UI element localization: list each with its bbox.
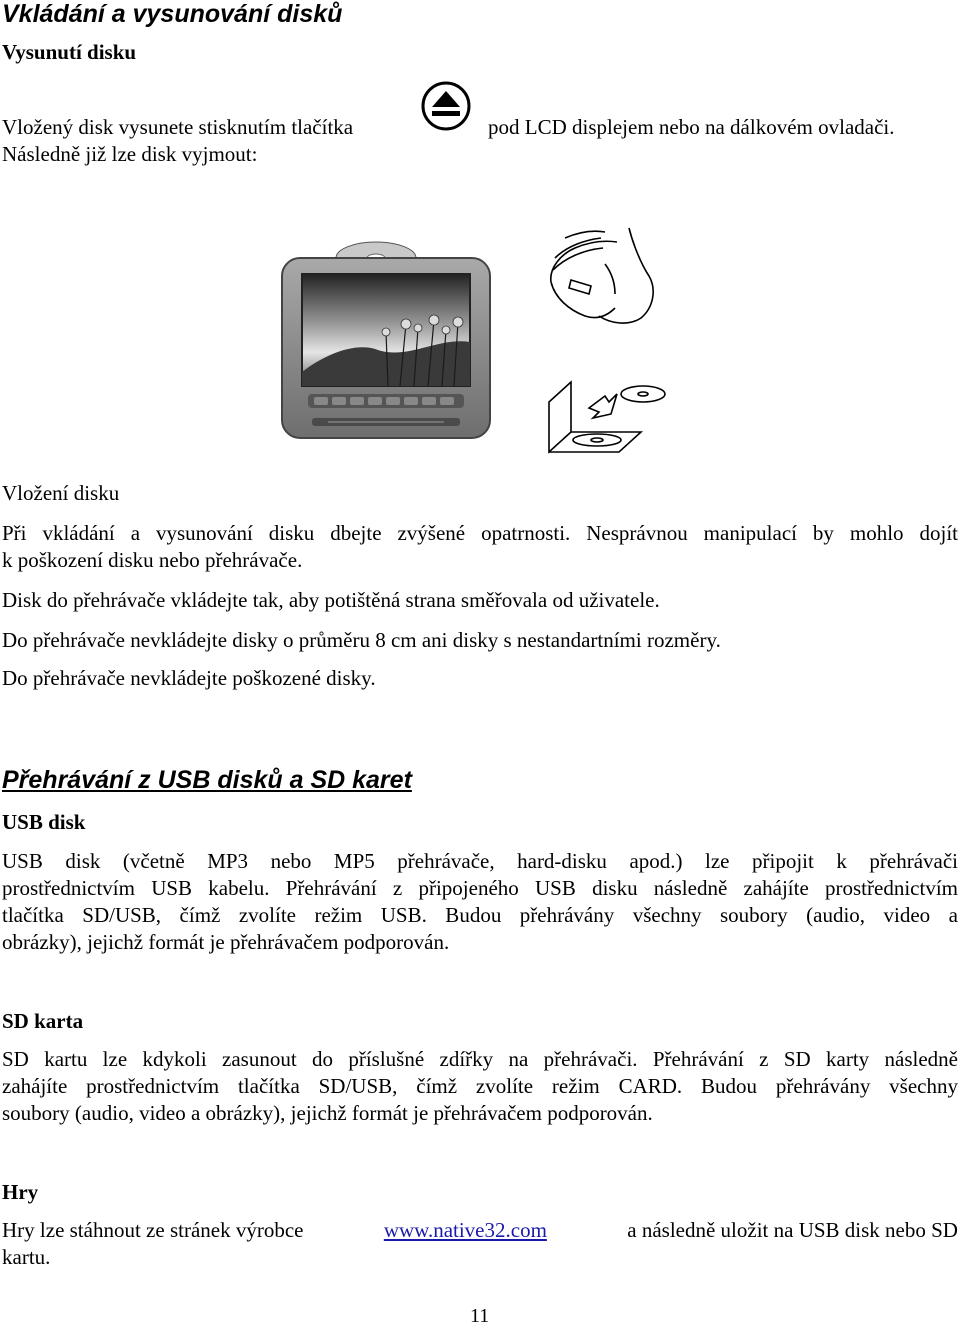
page-number: 11 bbox=[470, 1305, 490, 1327]
eject-text-part1: Vložený disk vysunete stisknutím tlačítka bbox=[2, 115, 354, 139]
heading-eject: Vysunutí disku bbox=[2, 40, 137, 64]
manufacturer-link[interactable]: www.native32.com bbox=[383, 1218, 547, 1242]
eject-icon bbox=[418, 80, 474, 132]
usb-line2: prostřednictvím USB kabelu. Přehrávání z připojeného USB disku následně zahájíte prostřednictvím bbox=[2, 876, 958, 900]
section-title-disks: Vkládání a vysunování disků bbox=[2, 0, 343, 28]
games-text-before: Hry lze stáhnout ze stránek výrobce bbox=[2, 1218, 304, 1242]
heading-games: Hry bbox=[2, 1180, 39, 1204]
heading-insert: Vložení disku bbox=[2, 481, 120, 505]
insert-p2: Disk do přehrávače vkládejte tak, aby potištěná strana směřovala od uživatele. bbox=[2, 588, 660, 612]
games-line2: kartu. bbox=[2, 1245, 51, 1269]
insert-p3: Do přehrávače nevkládejte disky o průměru 8 cm ani disky s nestandartními rozměry. bbox=[2, 628, 721, 652]
heading-usb: USB disk bbox=[2, 810, 86, 834]
sd-line3: soubory (audio, video a obrázky), jejichž formát je přehrávačem podporován. bbox=[2, 1101, 653, 1125]
usb-line1: USB disk (včetně MP3 nebo MP5 přehrávače, hard-disku apod.) lze připojit k přehrávači bbox=[2, 849, 958, 873]
eject-text-part2: pod LCD displejem nebo na dálkovém ovladači. bbox=[488, 115, 895, 139]
disc-insert-illustration bbox=[545, 378, 667, 460]
section-title-usb-sd: Přehrávání z USB disků a SD karet bbox=[2, 766, 412, 794]
insert-p1-line2: k poškození disku nebo přehrávače. bbox=[2, 548, 303, 572]
usb-line3: tlačítka SD/USB, čímž zvolíte režim USB. Budou přehrávány všechny soubory (audio, video a bbox=[2, 903, 958, 927]
games-line1 bbox=[2, 1217, 958, 1244]
sd-line1: SD kartu lze kdykoli zasunout do příslušné zdířky na přehrávači. Přehrávání z SD karty následně bbox=[2, 1047, 958, 1071]
hand-disc-illustration bbox=[545, 224, 663, 328]
sd-line2: zahájíte prostřednictvím tlačítka SD/USB, čímž zvolíte režim CARD. Budou přehrávány všechny bbox=[2, 1074, 958, 1098]
games-text-after: a následně uložit na USB disk nebo SD bbox=[627, 1218, 958, 1242]
heading-sd: SD karta bbox=[2, 1009, 84, 1033]
player-illustration bbox=[268, 232, 500, 468]
insert-p1-line1: Při vkládání a vysunování disku dbejte zvýšené opatrnosti. Nesprávnou manipulací by mohlo dojít bbox=[2, 521, 958, 545]
insert-p4: Do přehrávače nevkládejte poškozené disky. bbox=[2, 666, 376, 690]
usb-line4: obrázky), jejichž formát je přehrávačem podporován. bbox=[2, 930, 450, 954]
eject-text-line2: Následně již lze disk vyjmout: bbox=[2, 142, 258, 166]
